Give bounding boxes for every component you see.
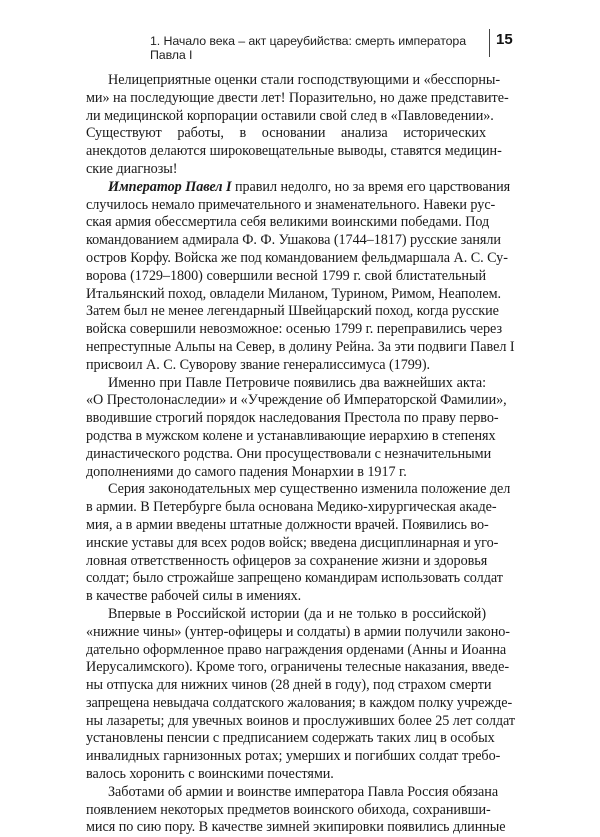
text-line: [86, 410, 499, 428]
text-line: [86, 321, 502, 339]
text-line: [86, 606, 486, 624]
line-text: Нелицеприятные оценки стали господствующими и «бесспорны-: [108, 72, 501, 88]
line-text: родства в мужском колене и устанавливающие иерархию в степенях: [86, 427, 496, 444]
line-text: ны лазареты; для увечных воинов и прослуживших более 25 лет солдат: [86, 712, 516, 729]
line-text: непреступные Альпы на Север, в долину Рейна. За эти подвиги Павел I: [86, 338, 515, 355]
text-line: [86, 338, 515, 357]
line-text: Серия законодательных мер существенно изменила положение дел: [108, 481, 511, 498]
text-line: [86, 481, 511, 499]
text-line: [86, 516, 489, 535]
text-line: [86, 178, 511, 197]
line-text: валось хоронить с воинскими почестями.: [86, 766, 334, 783]
line-text: дополнениями до самого падения Монархии в 1917 г.: [86, 463, 407, 480]
body-text: [86, 72, 516, 837]
text-line: [86, 730, 495, 748]
paragraph: [86, 178, 515, 375]
line-text: Заботами об армии и воинстве императора Павла Россия обязана: [108, 783, 499, 800]
line-text: ли медицинской корпорации оставили свой след в «Павловедении».: [86, 107, 494, 124]
line-text: инские уставы для всех родов войск; введена дисциплинарная и уго-: [86, 534, 499, 551]
line-text: остров Корфу. Войска же под командованием фельдмаршала А. С. Су-: [86, 249, 508, 266]
running-head: [150, 34, 488, 62]
text-line: [86, 783, 499, 802]
line-text: появлением некоторых предметов воинского обихода, сохранивши-: [86, 801, 491, 818]
text-line: [86, 107, 494, 126]
line-text: вводившие строгий порядок наследования Престола по праву перво-: [86, 410, 499, 427]
line-text: запрещена невыдача солдатского жалования; в каждом полку учрежде-: [86, 694, 513, 711]
text-line: [86, 161, 486, 179]
text-line: [86, 641, 507, 660]
line-text: Итальянский поход, овладели Миланом, Турином, Римом, Неаполем.: [86, 285, 502, 302]
emphasis-lead: Император Павел I: [108, 178, 232, 195]
line-text: присвоил А. С. Суворову звание генералиссимуса (1799).: [86, 356, 431, 373]
line-text: Существуют работы, в основании анализа исторических: [86, 125, 486, 142]
line-text: анекдотов делаются широковещательные выводы, ставятся медицин-: [86, 143, 502, 160]
line-text: Иерусалимского). Кроме того, ограничены телесные наказания, введе-: [86, 659, 510, 676]
text-line: [86, 659, 510, 677]
text-line: [86, 392, 507, 410]
text-line: [86, 677, 492, 695]
text-line: [86, 534, 499, 553]
line-text: инвалидных гарнизонных ротах; умерших и погибших солдат требо-: [86, 748, 501, 765]
text-line: [86, 214, 490, 232]
header-divider: [489, 29, 490, 57]
text-line: [86, 249, 508, 268]
line-text: Затем был не менее легендарный Швейцарский поход, когда русские: [86, 303, 499, 320]
text-line: [86, 570, 503, 588]
text-line: [86, 588, 486, 606]
line-text: ми» на последующие двести лет! Поразительно, но даже представите-: [86, 89, 509, 106]
text-line: [86, 375, 486, 393]
text-line: [86, 357, 486, 375]
paragraph: [86, 481, 511, 606]
line-text: войска совершили невозможное: осенью 1799 г. переправились через: [86, 321, 502, 338]
line-text: Впервые в Российской истории (да и не только в российской): [108, 605, 486, 622]
text-line: [86, 712, 516, 731]
line-text: правил недолго, но за время его царствования: [231, 178, 511, 195]
text-line: [86, 72, 501, 90]
paragraph: [86, 605, 516, 784]
text-line: [86, 143, 502, 161]
text-line: [86, 285, 502, 304]
text-line: [86, 748, 501, 766]
running-title: 1. Начало века – акт цареубийства: смерть императора Павла I: [150, 34, 467, 62]
line-text: в армии. В Петербурге была основана Медико-хирургическая акаде-: [86, 499, 497, 516]
line-text: ны отпуска для нижних чинов (28 дней в году), под страхом смерти: [86, 677, 492, 694]
page-number: 15: [496, 31, 513, 48]
paragraph: [86, 374, 507, 482]
line-text: командованием адмирала Ф. Ф. Ушакова (1744–1817) русские заняли: [86, 232, 501, 249]
line-text: ская армия обессмертила себя великими воинскими победами. Под: [86, 214, 490, 231]
text-line: [86, 232, 501, 250]
paragraph: [86, 783, 506, 837]
paragraph: [86, 72, 509, 179]
line-text: Именно при Павле Петровиче появились два важнейших акта:: [108, 374, 486, 391]
text-line: [86, 196, 496, 215]
line-text: установлены пенсии с предписанием содержать таких лиц в особых: [86, 730, 495, 747]
line-text: мися по сию пору. В качестве зимней экипировки появились длинные: [86, 819, 506, 836]
text-line: [86, 268, 486, 286]
line-text: ворова (1729–1800) совершили весной 1799 г. свой блистательный: [86, 267, 486, 284]
text-line: [86, 303, 499, 321]
line-text: случилось немало примечательного и знаменательного. Навеки рус-: [86, 196, 496, 213]
text-line: [86, 819, 506, 837]
line-text: солдат; было строжайше запрещено командирам использовать солдат: [86, 570, 503, 587]
text-line: [86, 553, 486, 571]
line-text: «О Престолонаследии» и «Учреждение об Императорской Фамилии»,: [86, 392, 507, 409]
text-line: [86, 125, 486, 143]
line-text: дательно оформленное право награждения орденами (Анны и Иоанна: [86, 641, 507, 658]
line-text: династического родства. Они просуществовали с незначительными: [86, 445, 492, 462]
text-line: [86, 766, 486, 784]
line-text: ские диагнозы!: [86, 160, 178, 177]
text-line: [86, 89, 509, 108]
text-line: [86, 427, 496, 446]
line-text: «нижние чины» (унтер-офицеры и солдаты) в армии получили законо-: [86, 623, 510, 640]
text-line: [86, 445, 492, 464]
line-text: ловная ответственность офицеров за сохранение жизни и здоровья: [86, 552, 488, 569]
text-line: [86, 694, 513, 713]
text-line: [86, 801, 491, 820]
text-line: [86, 623, 510, 642]
line-text: в качестве рабочей силы в имениях.: [86, 588, 302, 605]
line-text: мия, а в армии введены штатные должности врачей. Появились во-: [86, 516, 489, 533]
text-line: [86, 464, 486, 482]
text-line: [86, 499, 497, 517]
